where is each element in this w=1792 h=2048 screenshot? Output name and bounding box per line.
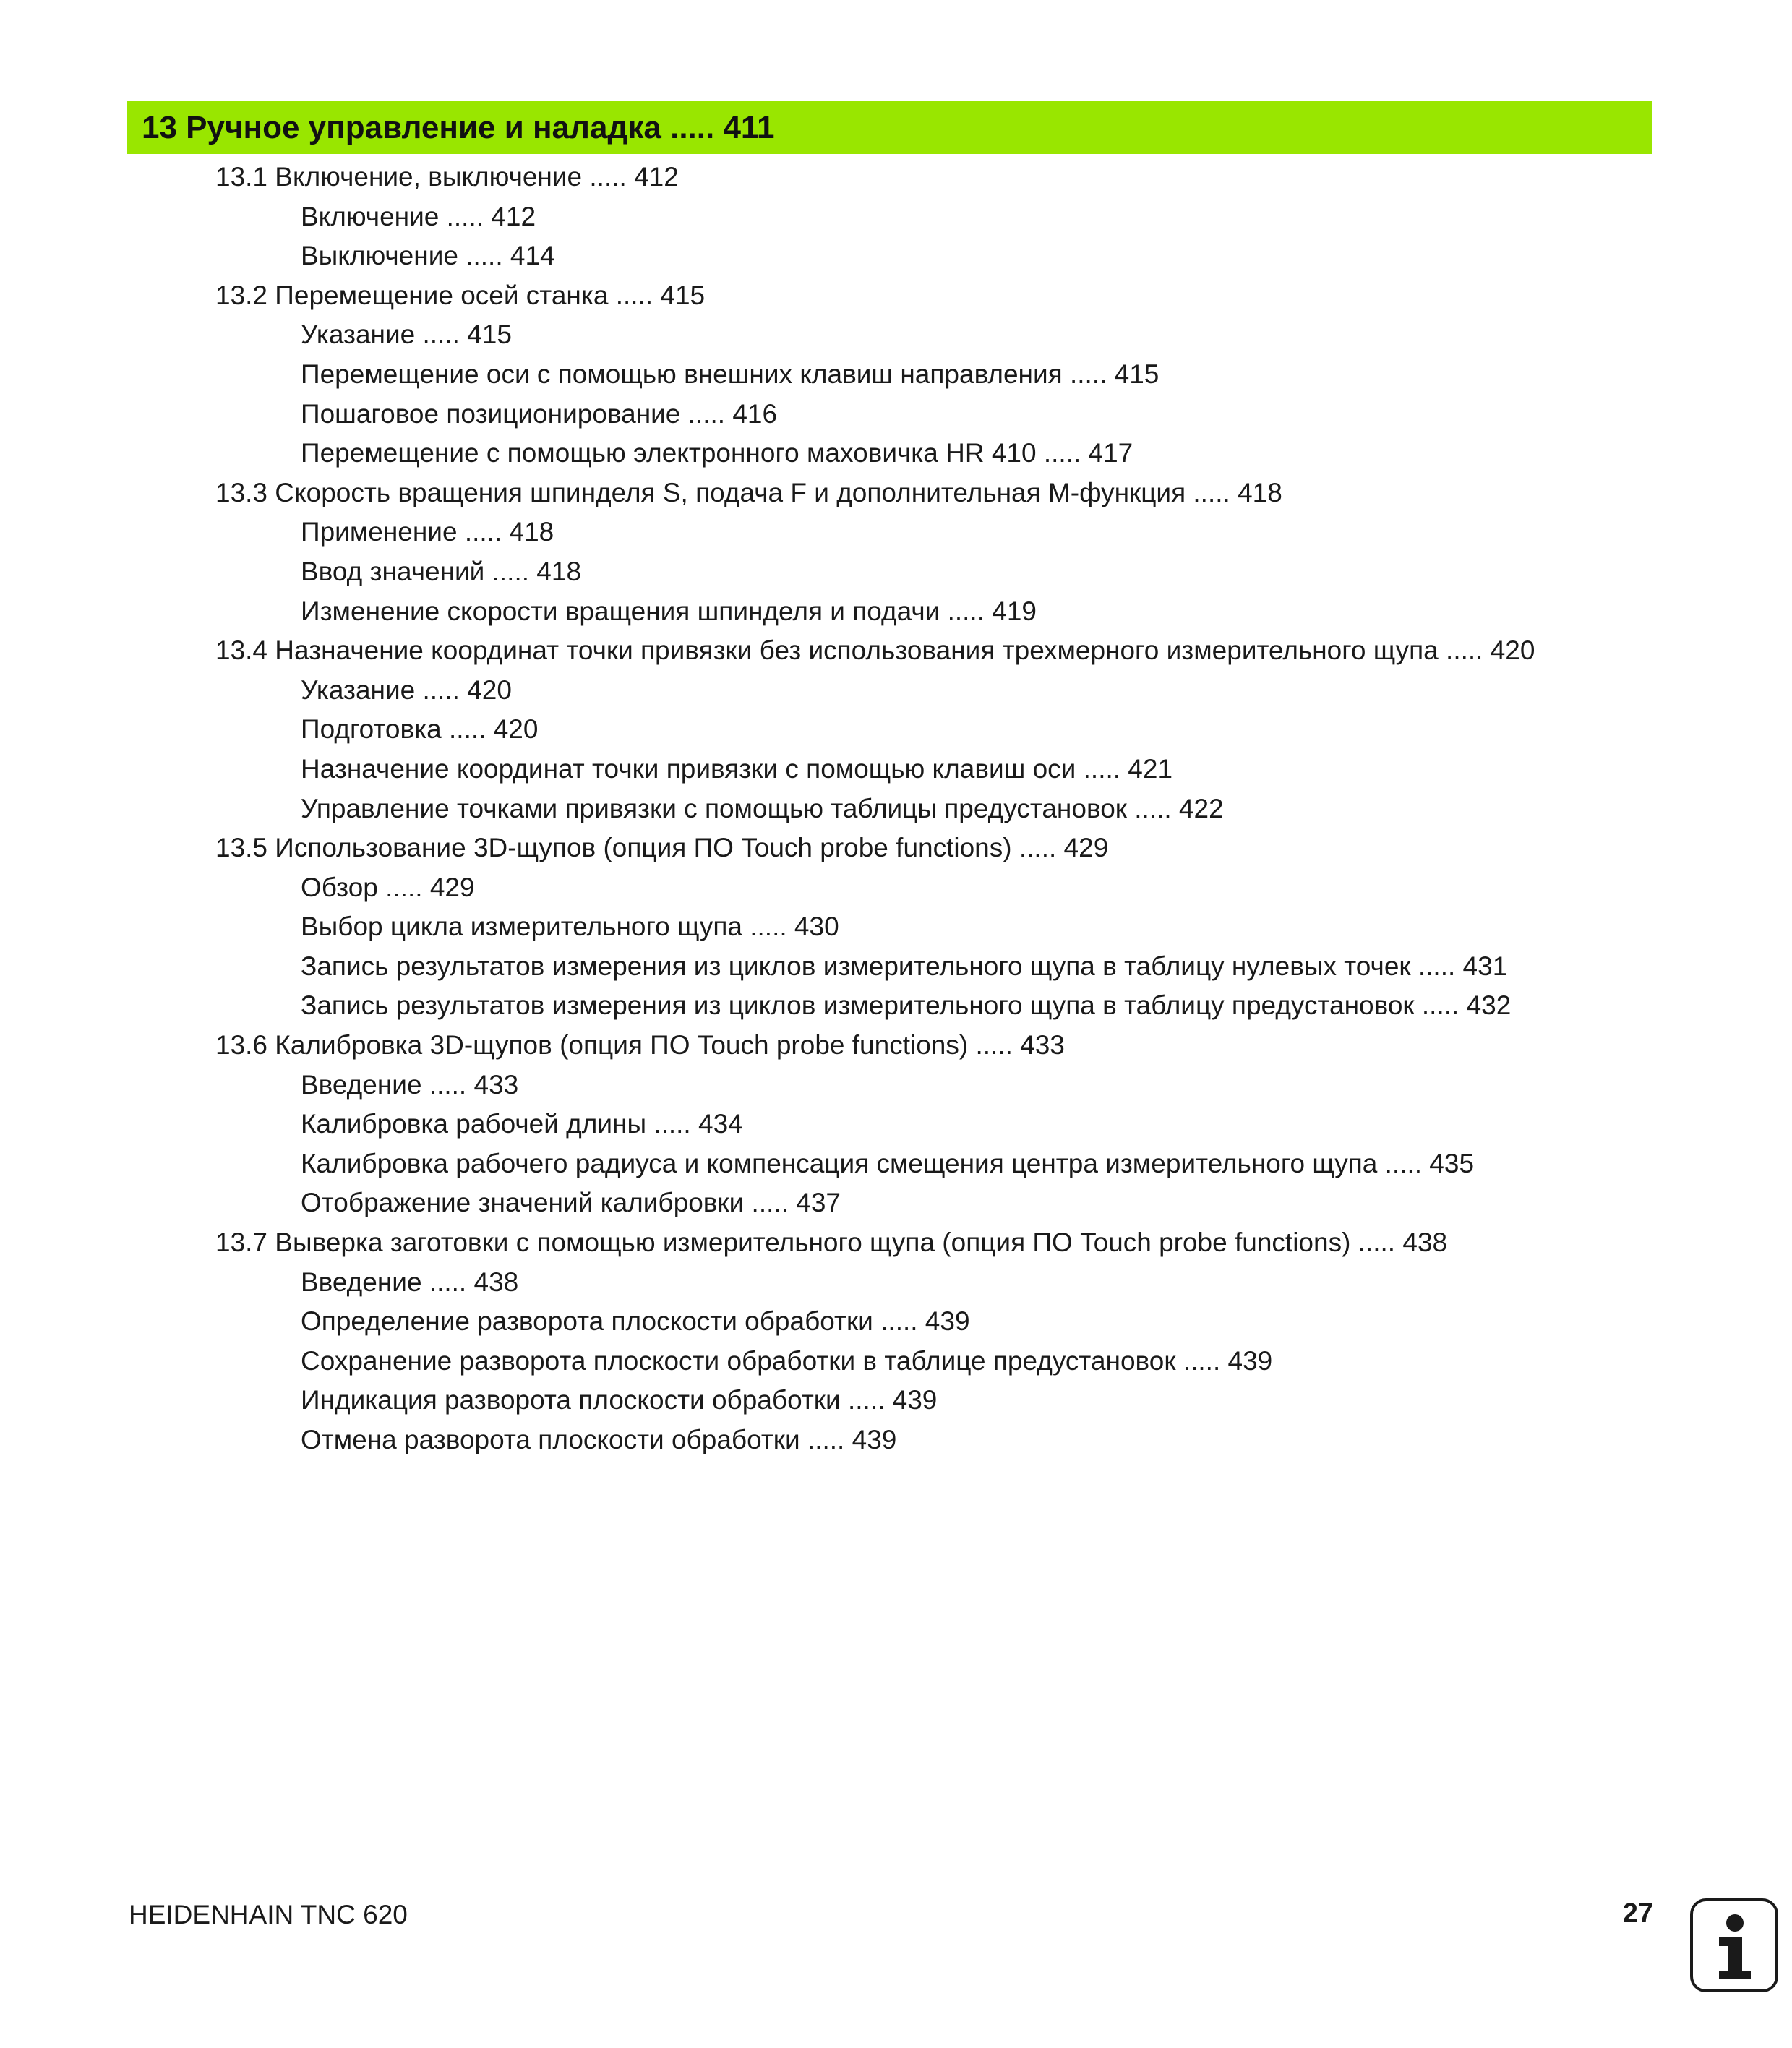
toc-subsection-entry[interactable]: Введение ..... 433 xyxy=(301,1069,519,1100)
toc-subsection-entry[interactable]: Калибровка рабочего радиуса и компенсация смещения центра измерительного щупа ..... 435 xyxy=(301,1148,1475,1178)
toc-section-entry[interactable]: 13.5 Использование 3D-щупов (опция ПО Touch probe functions) ..... 429 xyxy=(215,833,1109,863)
toc-section-entry[interactable]: 13.4 Назначение координат точки привязки без использования трехмерного измерительного щупа ..... 420 xyxy=(215,635,1535,666)
toc-section-entry[interactable]: 13.1 Включение, выключение ..... 412 xyxy=(215,162,679,192)
chapter-heading-bar xyxy=(127,101,1652,154)
toc-section-entry[interactable]: 13.6 Калибровка 3D-щупов (опция ПО Touch probe functions) ..... 433 xyxy=(215,1030,1065,1061)
toc-section-entry[interactable]: 13.7 Выверка заготовки с помощью измерительного щупа (опция ПО Touch probe functions) ..... 438 xyxy=(215,1227,1448,1258)
toc-subsection-entry[interactable]: Отображение значений калибровки ..... 437 xyxy=(301,1188,841,1218)
toc-section-entry[interactable]: 13.2 Перемещение осей станка ..... 415 xyxy=(215,280,706,310)
page-number: 27 xyxy=(1622,1898,1653,1929)
toc-subsection-entry[interactable]: Запись результатов измерения из циклов измерительного щупа в таблицу предустановок ..... 432 xyxy=(301,990,1512,1021)
toc-subsection-entry[interactable]: Перемещение оси с помощью внешних клавиш направления ..... 415 xyxy=(301,359,1159,389)
toc-subsection-entry[interactable]: Пошаговое позиционирование ..... 416 xyxy=(301,398,778,429)
toc-subsection-entry[interactable]: Выбор цикла измерительного щупа ..... 430 xyxy=(301,912,839,942)
toc-subsection-entry[interactable]: Калибровка рабочей длины ..... 434 xyxy=(301,1109,743,1139)
chapter-title[interactable]: 13 Ручное управление и наладка ..... 411 xyxy=(142,109,775,145)
toc-subsection-entry[interactable]: Выключение ..... 414 xyxy=(301,241,555,271)
toc-subsection-entry[interactable]: Указание ..... 415 xyxy=(301,320,512,350)
toc-subsection-entry[interactable]: Перемещение с помощью электронного маховичка HR 410 ..... 417 xyxy=(301,438,1133,468)
toc-section-entry[interactable]: 13.3 Скорость вращения шпинделя S, подача F и дополнительная M-функция ..... 418 xyxy=(215,477,1282,507)
toc-subsection-entry[interactable]: Индикация разворота плоскости обработки ..... 439 xyxy=(301,1385,938,1415)
toc-subsection-entry[interactable]: Применение ..... 418 xyxy=(301,517,554,547)
toc-subsection-entry[interactable]: Отмена разворота плоскости обработки ..... 439 xyxy=(301,1425,897,1454)
footer-product-name: HEIDENHAIN TNC 620 xyxy=(129,1900,408,1929)
toc-subsection-entry[interactable]: Указание ..... 420 xyxy=(301,674,512,705)
toc-subsection-entry[interactable]: Обзор ..... 429 xyxy=(301,872,475,902)
toc-subsection-entry[interactable]: Изменение скорости вращения шпинделя и подачи ..... 419 xyxy=(301,596,1037,626)
toc-subsection-entry[interactable]: Введение ..... 438 xyxy=(301,1267,519,1297)
toc-subsection-entry[interactable]: Определение разворота плоскости обработки ..... 439 xyxy=(301,1306,970,1337)
toc-subsection-entry[interactable]: Управление точками привязки с помощью таблицы предустановок ..... 422 xyxy=(301,793,1224,823)
info-icon[interactable] xyxy=(1690,1898,1778,1992)
toc-subsection-entry[interactable]: Включение ..... 412 xyxy=(301,201,536,231)
table-of-contents xyxy=(0,158,1792,1460)
info-glyph xyxy=(1693,1901,1775,1989)
toc-subsection-entry[interactable]: Подготовка ..... 420 xyxy=(301,714,539,745)
toc-subsection-entry[interactable]: Запись результатов измерения из циклов измерительного щупа в таблицу нулевых точек ..... 431 xyxy=(301,951,1508,981)
toc-subsection-entry[interactable]: Ввод значений ..... 418 xyxy=(301,556,582,586)
toc-subsection-entry[interactable]: Назначение координат точки привязки с помощью клавиш оси ..... 421 xyxy=(301,753,1173,784)
toc-subsection-entry[interactable]: Сохранение разворота плоскости обработки в таблице предустановок ..... 439 xyxy=(301,1345,1273,1376)
